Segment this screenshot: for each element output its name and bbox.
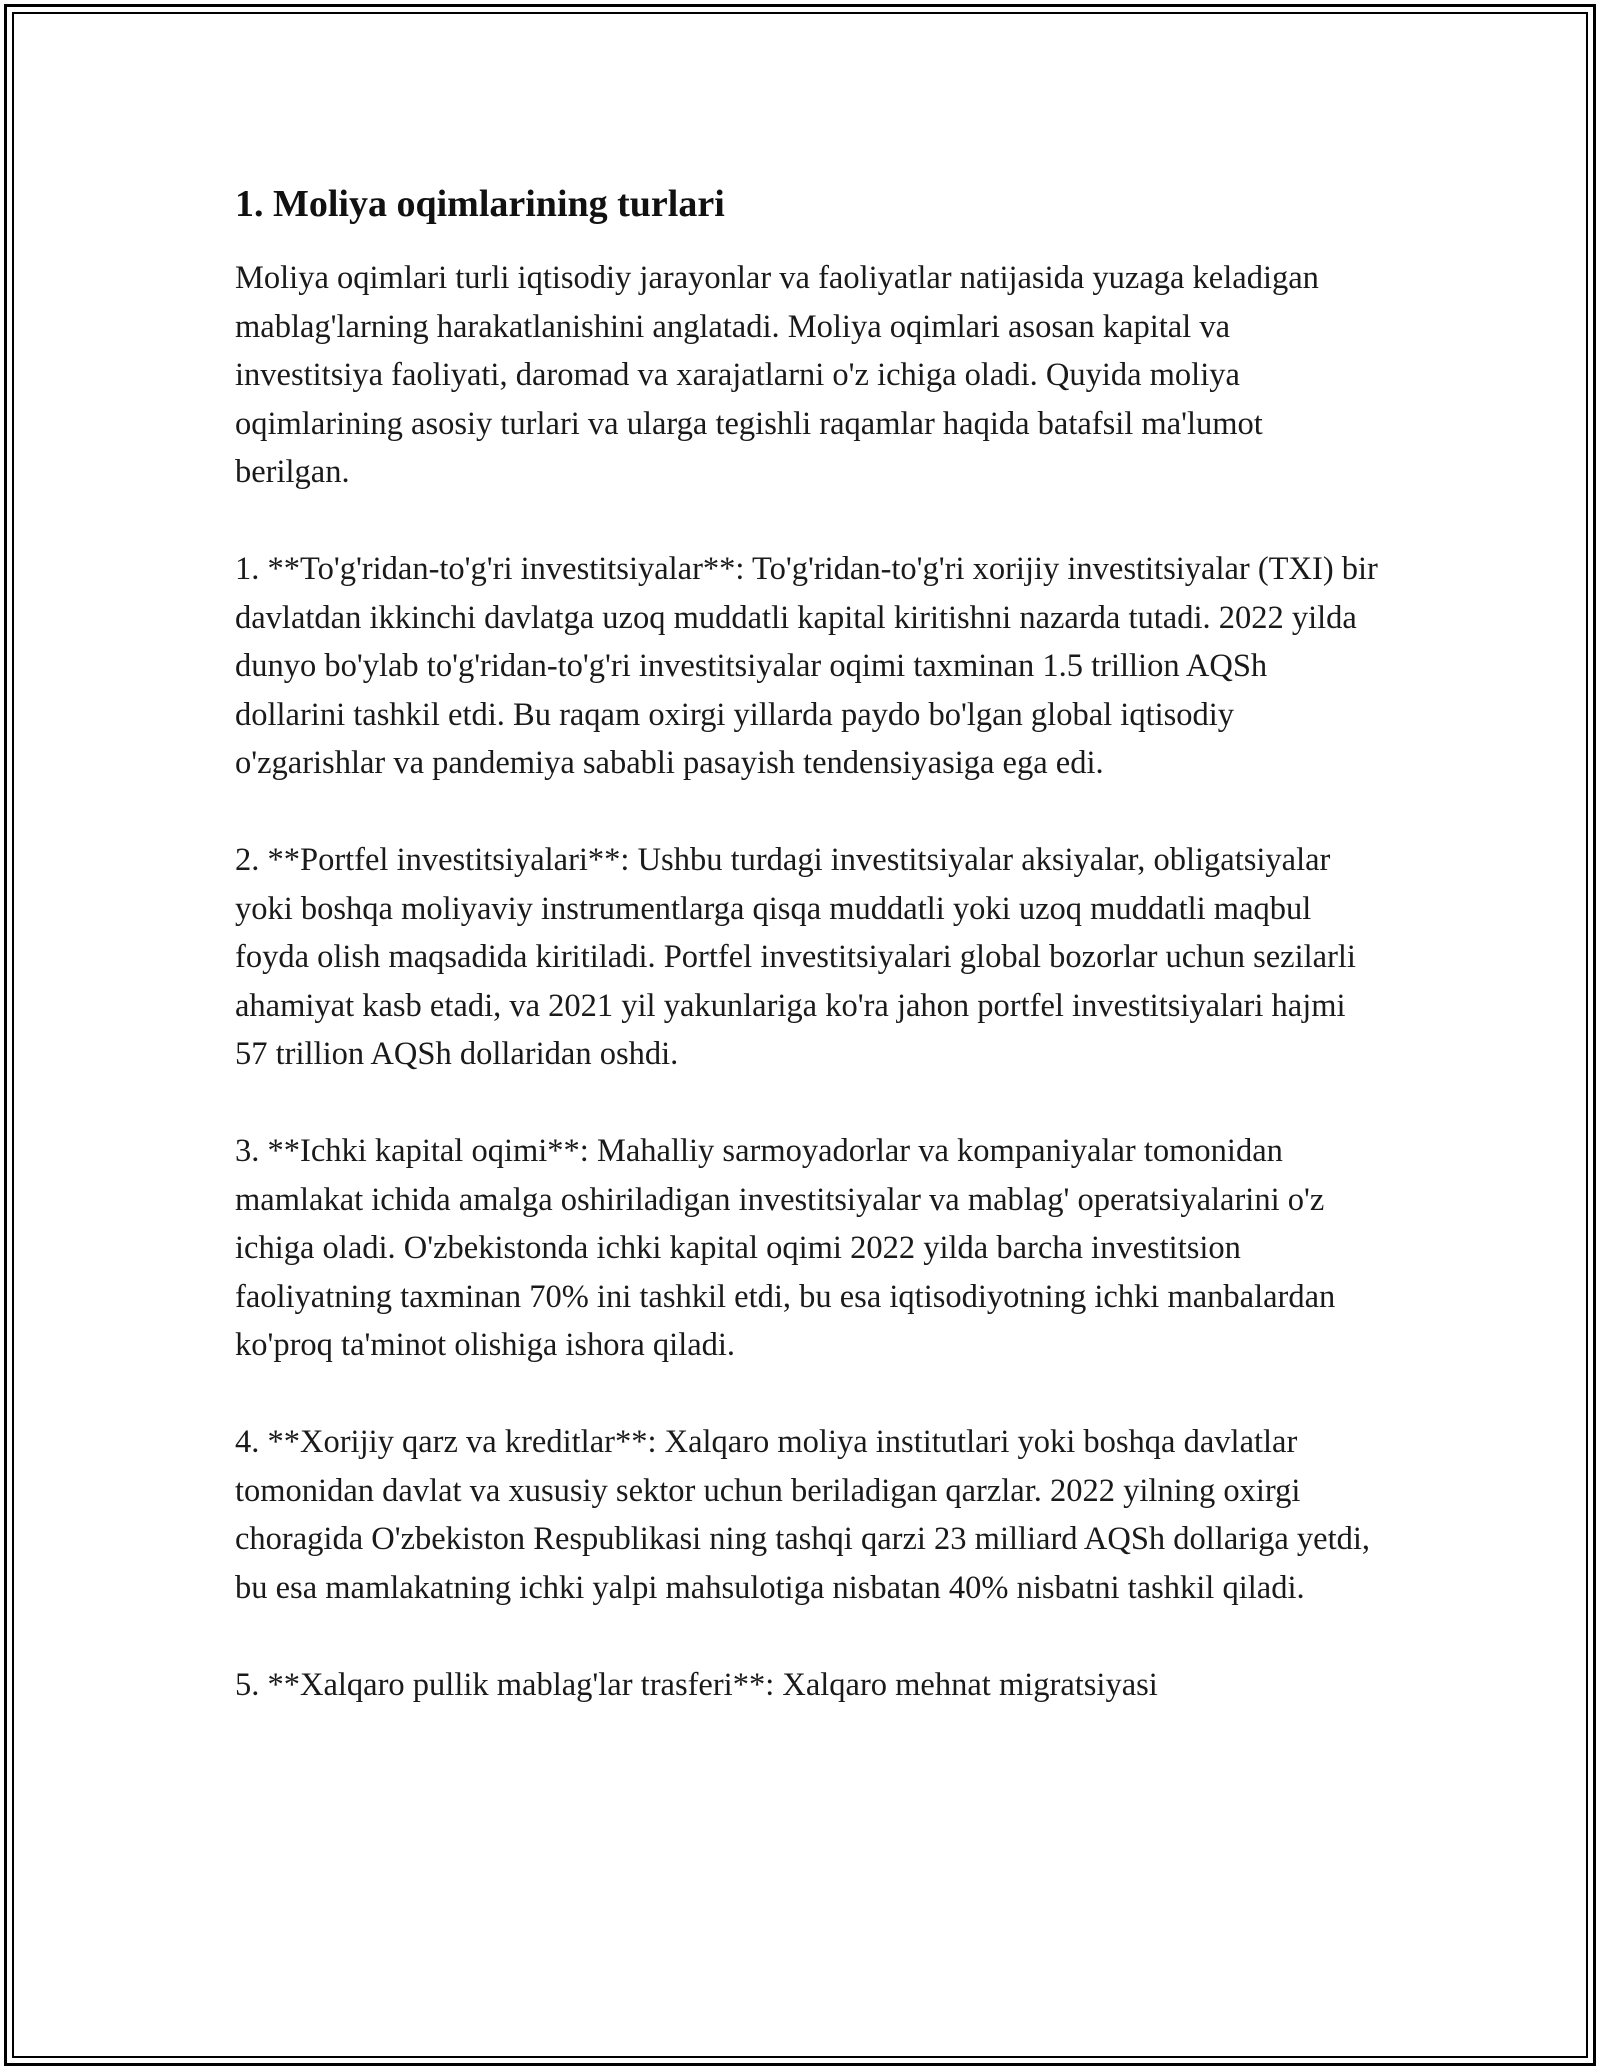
paragraph-foreign-debt: 4. **Xorijiy qarz va kreditlar**: Xalqaro moliya institutlari yoki boshqa davlatlar tomonidan davlat va xususiy sektor uchun beriladigan qarzlar. 2022 yilning oxirgi choragida O'zbekiston Respublikasi ning tashqi qarzi 23 milliard AQSh dollariga yetdi, bu esa mamlakatning ichki yalpi mahsulotiga nisbatan 40% nisbatni tashkil qiladi.: [235, 1424, 1371, 1606]
paragraph-remittances: 5. **Xalqaro pullik mablag'lar trasferi**: Xalqaro mehnat migratsiyasi: [235, 1666, 1158, 1703]
intro-paragraph: Moliya oqimlari turli iqtisodiy jarayonlar va faoliyatlar natijasida yuzaga keladigan mablag'larning harakatlanishini anglatadi. Moliya oqimlari asosan kapital va investitsiya faoliyati, daromad va xarajatlarni o'z ichiga oladi. Quyida moliya oqimlarining asosiy turlari va ularga tegishli raqamlar haqida batafsil ma'lumot berilgan.: [235, 260, 1319, 490]
paragraph-direct-investment: 1. **To'g'ridan-to'g'ri investitsiyalar**: To'g'ridan-to'g'ri xorijiy investitsiyalar (TXI) bir davlatdan ikkinchi davlatga uzoq muddatli kapital kiritishni nazarda tutadi. 2022 yilda dunyo bo'ylab to'g'ridan-to'g'ri investitsiyalar oqimi taxminan 1.5 trillion AQSh dollarini tashkil etdi. Bu raqam oxirgi yillarda paydo bo'lgan global iqtisodiy o'zgarishlar va pandemiya sababli pasayish tendensiyasiga ega edi.: [235, 551, 1378, 781]
document-body: [235, 178, 1385, 1758]
section-heading: 1. Moliya oqimlarining turlari: [235, 183, 725, 225]
paragraph-domestic-capital: 3. **Ichki kapital oqimi**: Mahalliy sarmoyadorlar va kompaniyalar tomonidan mamlakat ichida amalga oshiriladigan investitsiyalar va mablag' operatsiyalarini o'z ichiga oladi. O'zbekistonda ichki kapital oqimi 2022 yilda barcha investitsion faoliyatning taxminan 70% ini tashkil etdi, bu esa iqtisodiyotning ichki manbalardan ko'proq ta'minot olishiga ishora qiladi.: [235, 1133, 1336, 1363]
paragraph-portfolio-investment: 2. **Portfel investitsiyalari**: Ushbu turdagi investitsiyalar aksiyalar, obligatsiyalar yoki boshqa moliyaviy instrumentlarga qisqa muddatli yoki uzoq muddatli maqbul foyda olish maqsadida kiritiladi. Portfel investitsiyalari global bozorlar uchun sezilarli ahamiyat kasb etadi, va 2021 yil yakunlariga ko'ra jahon portfel investitsiyalari hajmi 57 trillion AQSh dollaridan oshdi.: [235, 842, 1356, 1072]
